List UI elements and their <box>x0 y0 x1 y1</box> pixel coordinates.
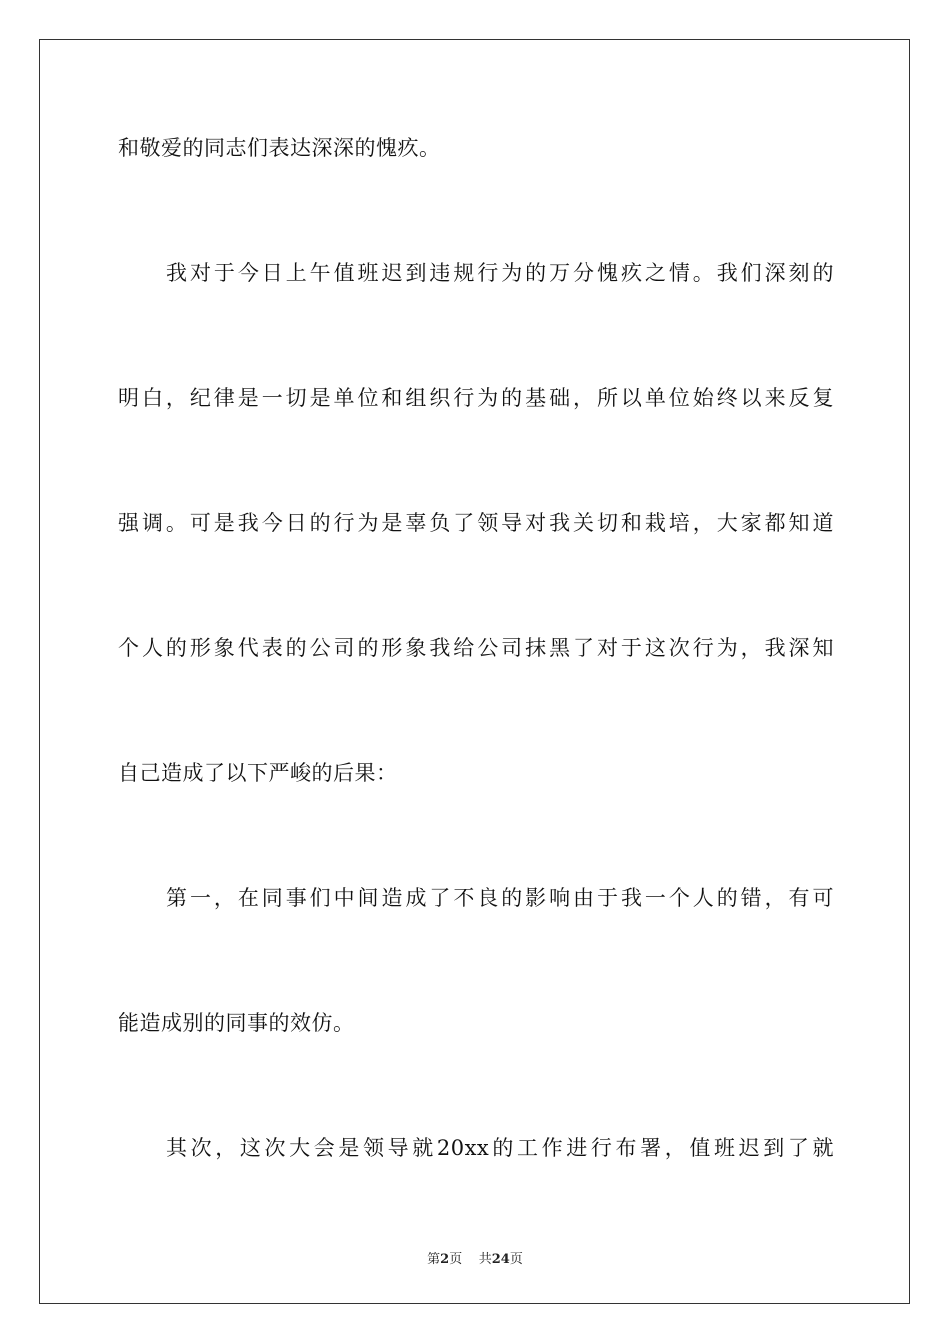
paragraph-line: 我对于今日上午值班迟到违规行为的万分愧疚之情。我们深刻的 <box>166 261 834 285</box>
paragraph-line: 能造成别的同事的效仿。 <box>118 1011 355 1035</box>
page-border <box>39 39 910 1304</box>
paragraph-line: 自己造成了以下严峻的后果： <box>118 761 398 785</box>
paragraph-line: 强调。可是我今日的行为是辜负了领导对我关切和栽培，大家都知道 <box>118 511 834 535</box>
paragraph-line: 和敬爱的同志们表达深深的愧疚。 <box>118 136 441 160</box>
paragraph-line: 明白，纪律是一切是单位和组织行为的基础，所以单位始终以来反复 <box>118 386 834 410</box>
page-footer <box>0 1248 950 1267</box>
total-prefix: 共 <box>478 1252 492 1267</box>
total-pages: 24 <box>491 1252 510 1267</box>
page-suffix: 页 <box>449 1252 463 1267</box>
page-prefix: 第 <box>427 1252 441 1267</box>
page-number: 2 <box>440 1252 450 1267</box>
paragraph-line: 其次，这次大会是领导就20xx的工作进行布署，值班迟到了就 <box>166 1136 834 1160</box>
paragraph-line: 第一，在同事们中间造成了不良的影响由于我一个人的错，有可 <box>166 886 834 910</box>
paragraph-line: 个人的形象代表的公司的形象我给公司抹黑了对于这次行为，我深知 <box>118 636 834 660</box>
total-suffix: 页 <box>509 1252 523 1267</box>
